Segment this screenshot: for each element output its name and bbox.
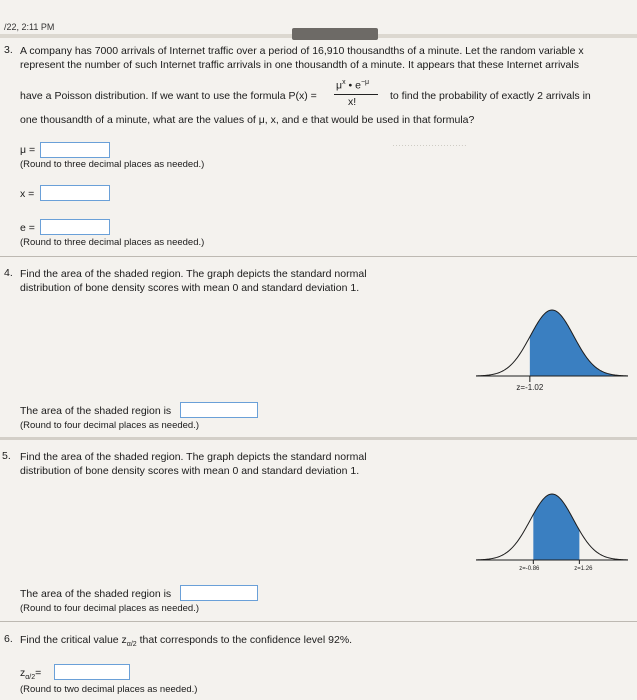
q4-shaded-region bbox=[530, 310, 628, 376]
mu-input[interactable] bbox=[40, 142, 110, 158]
q4-text-line2: distribution of bone density scores with mean 0 and standard deviation 1. bbox=[20, 282, 360, 294]
faint-bleed-text: ························· bbox=[392, 140, 467, 150]
q6-text bbox=[20, 633, 352, 652]
q4-normal-curve-graph bbox=[472, 296, 632, 400]
mu-hint: (Round to three decimal places as needed.) bbox=[20, 159, 205, 170]
q6-text-post: that corresponds to the confidence level 92%. bbox=[139, 634, 353, 646]
q3-text-line1: A company has 7000 arrivals of Internet traffic over a period of 16,910 thousandths of a minute. Let the random variable x bbox=[20, 45, 584, 57]
q5-text-line2: distribution of bone density scores with mean 0 and standard deviation 1. bbox=[20, 465, 360, 477]
q6-hint: (Round to two decimal places as needed.) bbox=[20, 684, 198, 695]
q4-hint: (Round to four decimal places as needed.) bbox=[20, 420, 200, 431]
q6-text-pre: Find the critical value z bbox=[20, 634, 127, 646]
q6-text-sub: α/2 bbox=[126, 641, 137, 649]
separator-q5-q6 bbox=[0, 621, 637, 622]
q5-answer-label: The area of the shaded region is bbox=[20, 588, 172, 600]
x-label: x = bbox=[20, 188, 35, 200]
q5-text-line1: Find the area of the shaded region. The graph depicts the standard normal bbox=[20, 451, 367, 463]
q3-number: 3. bbox=[4, 44, 13, 56]
q4-area-input[interactable] bbox=[180, 402, 258, 418]
formula-mu: μ bbox=[336, 79, 343, 92]
e-label: e = bbox=[20, 222, 35, 234]
z-alpha-label-sub: α/2 bbox=[25, 674, 36, 682]
q3-text-line3-pre: have a Poisson distribution. If we want to use the formula P(x) = bbox=[20, 90, 317, 102]
q4-number: 4. bbox=[4, 267, 13, 279]
fraction-bar bbox=[334, 94, 378, 95]
q4-answer-label: The area of the shaded region is bbox=[20, 405, 172, 417]
e-hint: (Round to three decimal places as needed.) bbox=[20, 237, 205, 248]
formula-dot: • bbox=[348, 79, 353, 92]
x-input[interactable] bbox=[40, 185, 110, 201]
q5-area-input[interactable] bbox=[180, 585, 258, 601]
separator-q3-q4 bbox=[0, 256, 637, 257]
q5-hint: (Round to four decimal places as needed.) bbox=[20, 603, 200, 614]
formula-e-sup: −μ bbox=[360, 79, 370, 86]
mu-label: μ = bbox=[20, 144, 36, 156]
q6-number: 6. bbox=[4, 633, 13, 645]
q5-z-left-label: z=-0.86 bbox=[519, 566, 540, 572]
formula-denominator: x! bbox=[348, 96, 357, 108]
timestamp: /22, 2:11 PM bbox=[4, 22, 55, 32]
formula-x-sup: x bbox=[342, 79, 346, 86]
separator-q4-q5 bbox=[0, 437, 637, 440]
header-badge bbox=[292, 28, 378, 40]
poisson-formula bbox=[334, 79, 378, 111]
q4-z-label: z=-1.02 bbox=[516, 383, 544, 392]
q4-text-line1: Find the area of the shaded region. The graph depicts the standard normal bbox=[20, 268, 367, 280]
q5-normal-curve-graph bbox=[472, 466, 632, 576]
z-alpha-label-z: z bbox=[20, 667, 26, 679]
q3-text-line3-post: to find the probability of exactly 2 arrivals in bbox=[390, 90, 591, 102]
q5-number: 5. bbox=[2, 450, 11, 462]
formula-e: e bbox=[355, 79, 361, 92]
z-alpha-label-eq: = bbox=[35, 667, 42, 679]
e-input[interactable] bbox=[40, 219, 110, 235]
q5-shaded-region bbox=[533, 494, 579, 560]
q5-z-right-label: z=1.26 bbox=[574, 566, 593, 572]
q3-text-line4: one thousandth of a minute, what are the values of μ, x, and e that would be used in that formula? bbox=[20, 114, 475, 126]
z-alpha-input[interactable] bbox=[54, 664, 130, 680]
q3-text-line2: represent the number of such Internet traffic arrivals in one thousandth of a minute. It appears that these Internet arrivals bbox=[20, 59, 579, 71]
